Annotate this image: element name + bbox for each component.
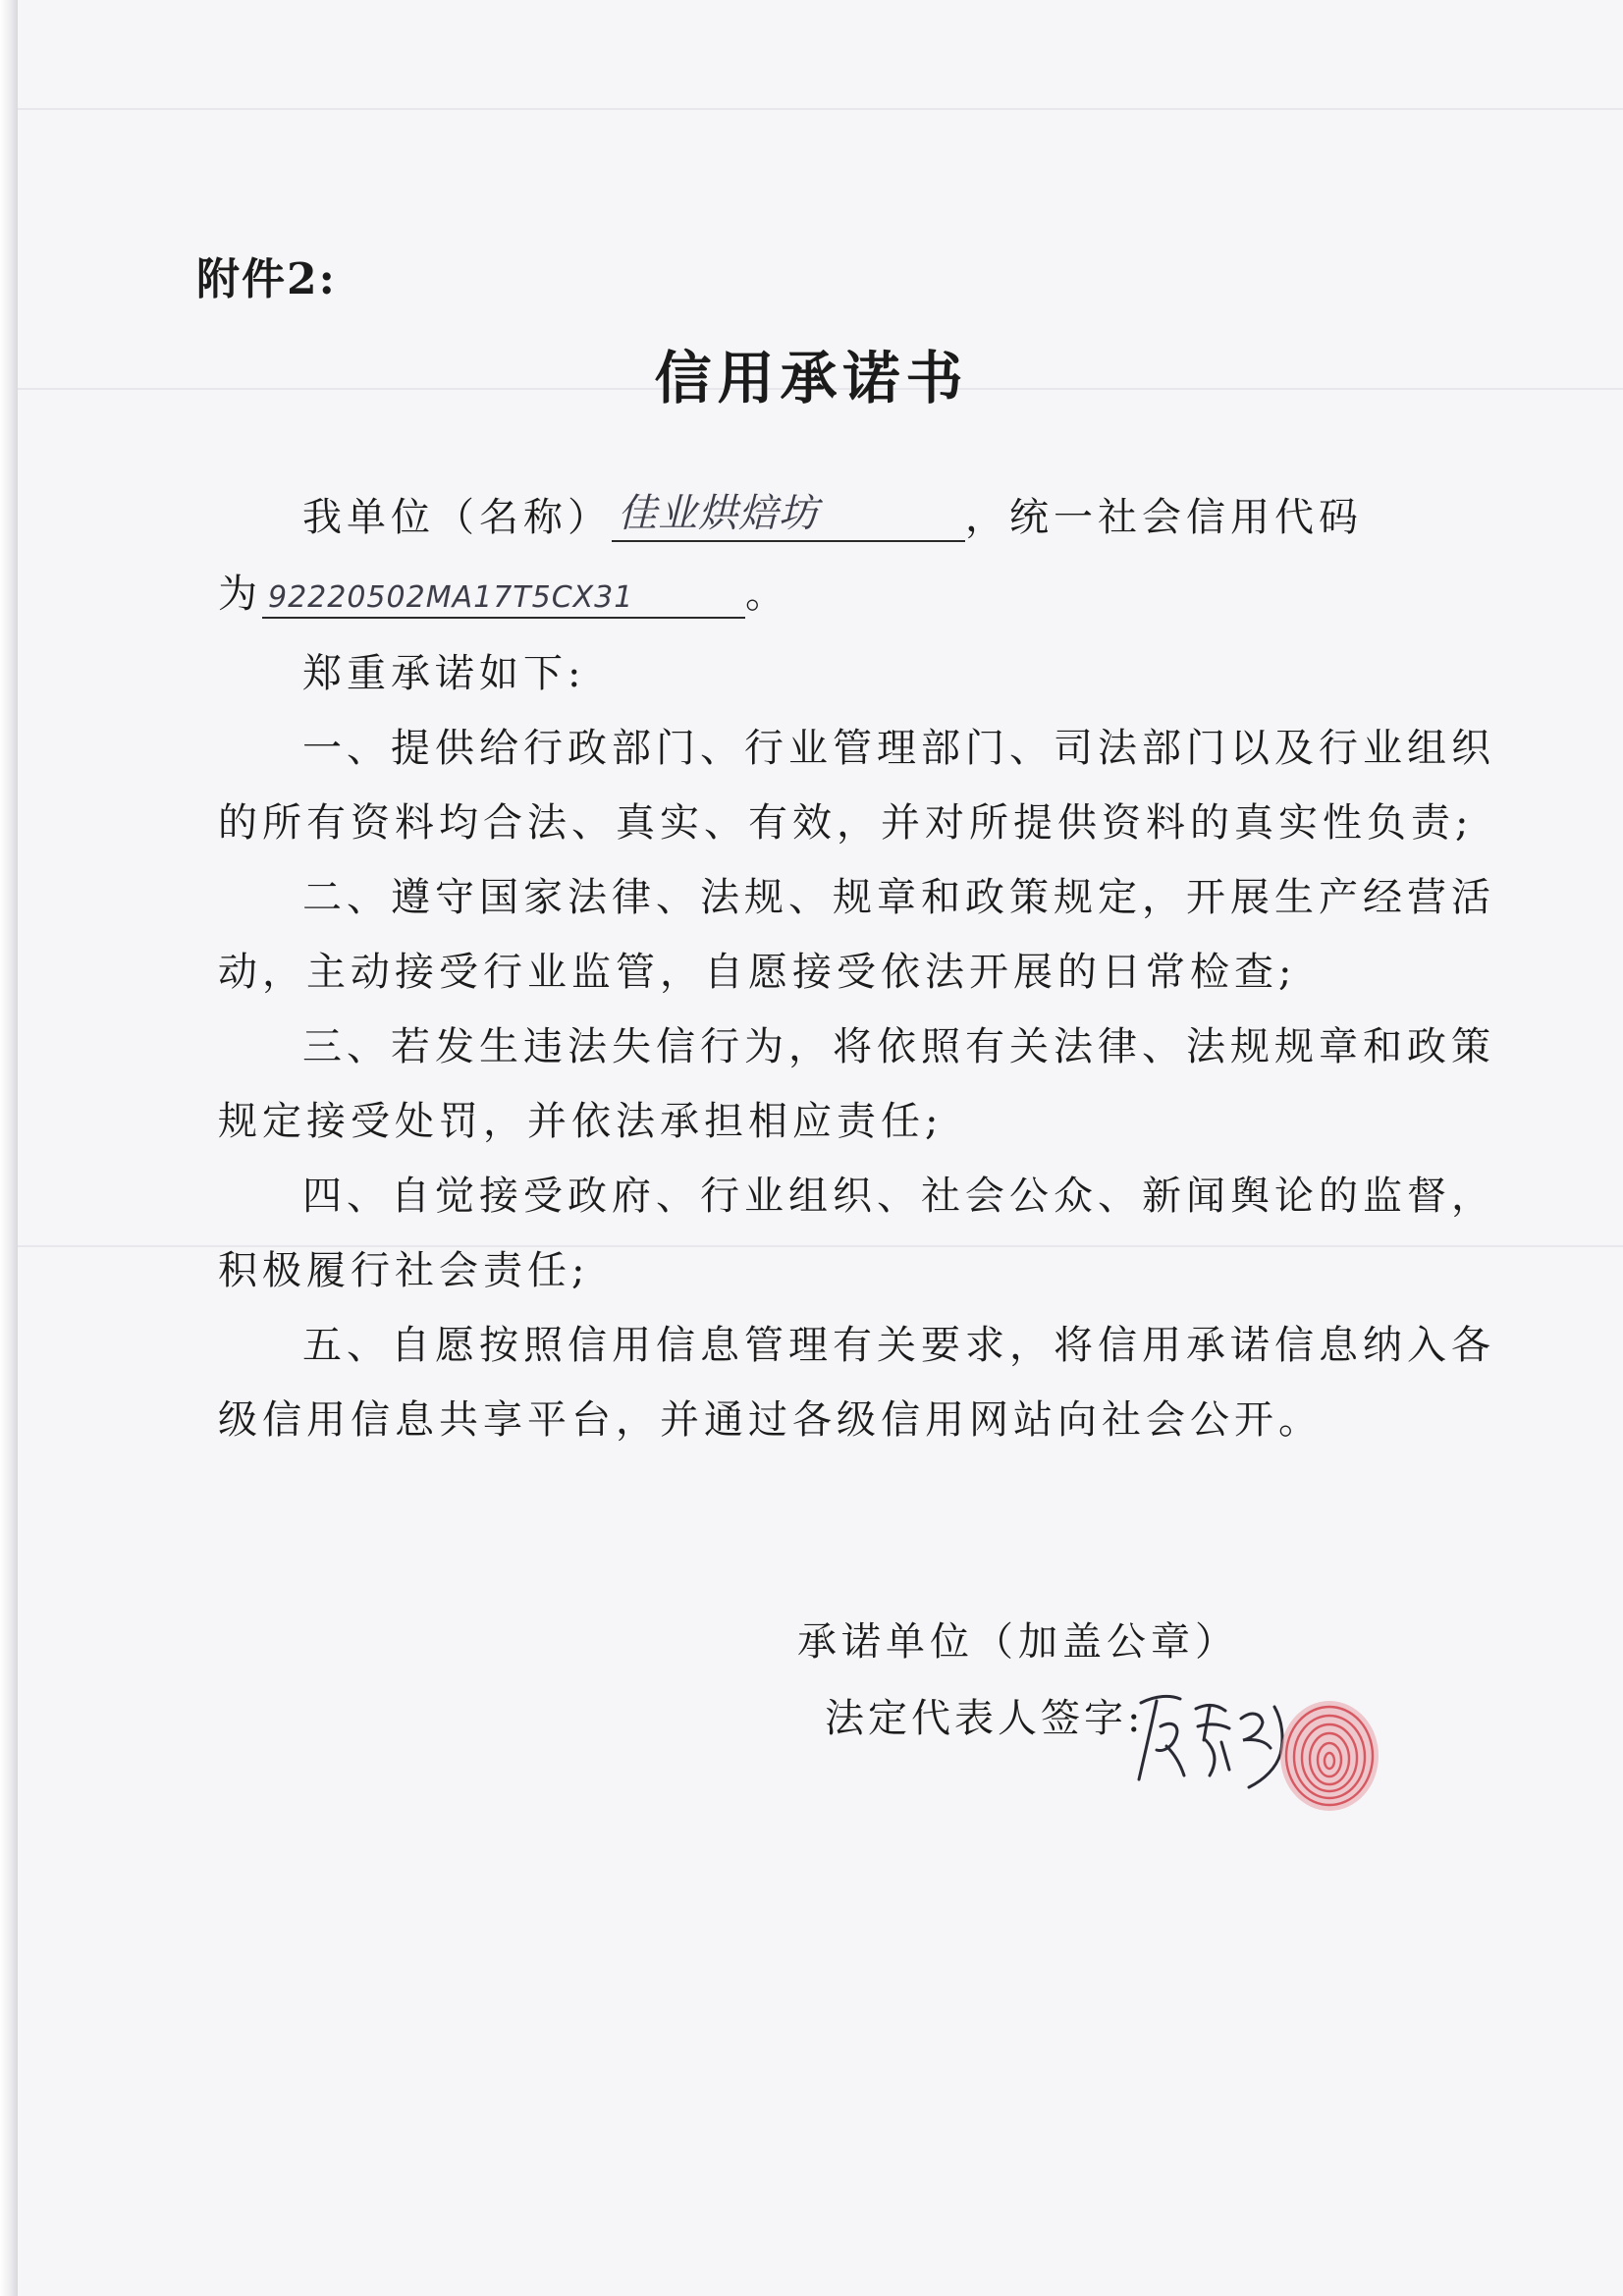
handwritten-signature [1127, 1681, 1294, 1789]
handwritten-credit-code: 92220502MA17T5CX31 [268, 580, 634, 615]
clause-4-line-2: 积极履行社会责任; [218, 1248, 590, 1293]
clause-2-line-2: 动，主动接受行业监管，自愿接受依法开展的日常检查; [218, 950, 1297, 995]
clause-5-line-2: 级信用信息共享平台，并通过各级信用网站向社会公开。 [218, 1397, 1323, 1443]
clause-4-line-1: 四、自觉接受政府、行业组织、社会公众、新闻舆论的监督， [302, 1174, 1495, 1219]
intro-text-1: 我单位（名称） [302, 495, 612, 540]
scan-artifact [18, 108, 1623, 110]
document-title: 信用承诺书 [654, 345, 969, 411]
intro-line-2 [218, 563, 789, 619]
commitment-lead: 郑重承诺如下: [302, 651, 586, 696]
intro-text-4: 。 [745, 572, 789, 617]
clause-3-line-2: 规定接受处罚，并依法承担相应责任; [218, 1099, 944, 1144]
intro-text-2: ，统一社会信用代码 [965, 495, 1363, 540]
clause-5-line-1: 五、自愿按照信用信息管理有关要求，将信用承诺信息纳入各 [302, 1323, 1495, 1368]
clause-2-line-1: 二、遵守国家法律、法规、规章和政策规定，开展生产经营活 [302, 875, 1495, 920]
name-fill-field [612, 491, 965, 542]
legal-rep-label: 法定代表人签字: [825, 1696, 1145, 1741]
intro-text-3: 为 [218, 572, 262, 617]
clause-3-line-1: 三、若发生违法失信行为，将依照有关法律、法规规章和政策 [302, 1024, 1495, 1069]
red-thumbprint [1274, 1697, 1384, 1815]
intro-line-1 [302, 486, 1363, 542]
handwritten-unit-name: 佳业烘焙坊 [618, 491, 819, 536]
code-fill-field [262, 574, 745, 619]
clause-1-line-2: 的所有资料均合法、真实、有效，并对所提供资料的真实性负责; [218, 800, 1474, 846]
attachment-label: 附件2: [196, 254, 337, 304]
clause-1-line-1: 一、提供给行政部门、行业管理部门、司法部门以及行业组织 [302, 726, 1495, 771]
commit-unit-label: 承诺单位（加盖公章） [797, 1619, 1239, 1665]
